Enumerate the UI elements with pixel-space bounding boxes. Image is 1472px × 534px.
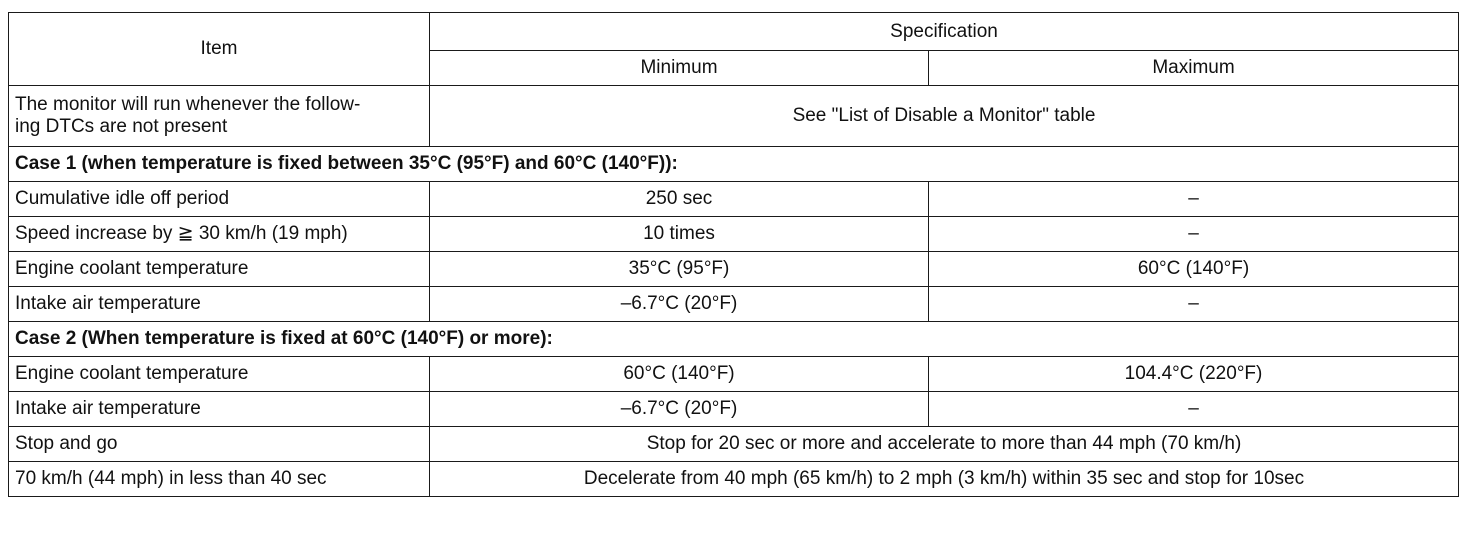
decel-item: 70 km/h (44 mph) in less than 40 sec (9, 462, 430, 497)
table-row-decelerate (9, 462, 1459, 497)
row-maximum: – (929, 287, 1459, 322)
row-item: Engine coolant temperature (9, 357, 430, 392)
case-1-heading-row (9, 147, 1459, 182)
row-item: Cumulative idle off period (9, 182, 430, 217)
table-row-monitor (9, 86, 1459, 147)
header-specification: Specification (430, 13, 1459, 51)
row-item: Speed increase by ≧ 30 km/h (19 mph) (9, 217, 430, 252)
row-item: Engine coolant temperature (9, 252, 430, 287)
row-maximum: – (929, 392, 1459, 427)
row-minimum: 250 sec (430, 182, 929, 217)
monitor-item-cell (9, 86, 430, 147)
table-row-stop-and-go (9, 427, 1459, 462)
decel-spec: Decelerate from 40 mph (65 km/h) to 2 mph (3 km/h) within 35 sec and stop for 10sec (430, 462, 1459, 497)
monitor-item-line-2: ing DTCs are not present (15, 116, 228, 137)
stop-go-spec: Stop for 20 sec or more and accelerate to more than 44 mph (70 km/h) (430, 427, 1459, 462)
header-item: Item (9, 13, 430, 86)
table-row (9, 392, 1459, 427)
row-maximum: – (929, 217, 1459, 252)
table-row (9, 357, 1459, 392)
row-minimum: –6.7°C (20°F) (430, 392, 929, 427)
row-minimum: 35°C (95°F) (430, 252, 929, 287)
monitor-spec: See "List of Disable a Monitor" table (430, 86, 1459, 147)
row-maximum: 104.4°C (220°F) (929, 357, 1459, 392)
monitor-item-line-1: The monitor will run whenever the follow- (15, 94, 361, 115)
table-row (9, 217, 1459, 252)
row-minimum: 10 times (430, 217, 929, 252)
specification-table (8, 12, 1459, 497)
stop-go-item: Stop and go (9, 427, 430, 462)
table-row (9, 287, 1459, 322)
row-maximum: – (929, 182, 1459, 217)
table-row (9, 182, 1459, 217)
header-minimum: Minimum (430, 51, 929, 86)
row-minimum: –6.7°C (20°F) (430, 287, 929, 322)
row-item: Intake air temperature (9, 287, 430, 322)
case-2-title: Case 2 (When temperature is fixed at 60°C (140°F) or more): (9, 322, 1459, 357)
case-1-title: Case 1 (when temperature is fixed between 35°C (95°F) and 60°C (140°F)): (9, 147, 1459, 182)
header-row-1 (9, 13, 1459, 51)
case-2-heading-row (9, 322, 1459, 357)
row-minimum: 60°C (140°F) (430, 357, 929, 392)
header-maximum: Maximum (929, 51, 1459, 86)
table-row (9, 252, 1459, 287)
row-maximum: 60°C (140°F) (929, 252, 1459, 287)
row-item: Intake air temperature (9, 392, 430, 427)
